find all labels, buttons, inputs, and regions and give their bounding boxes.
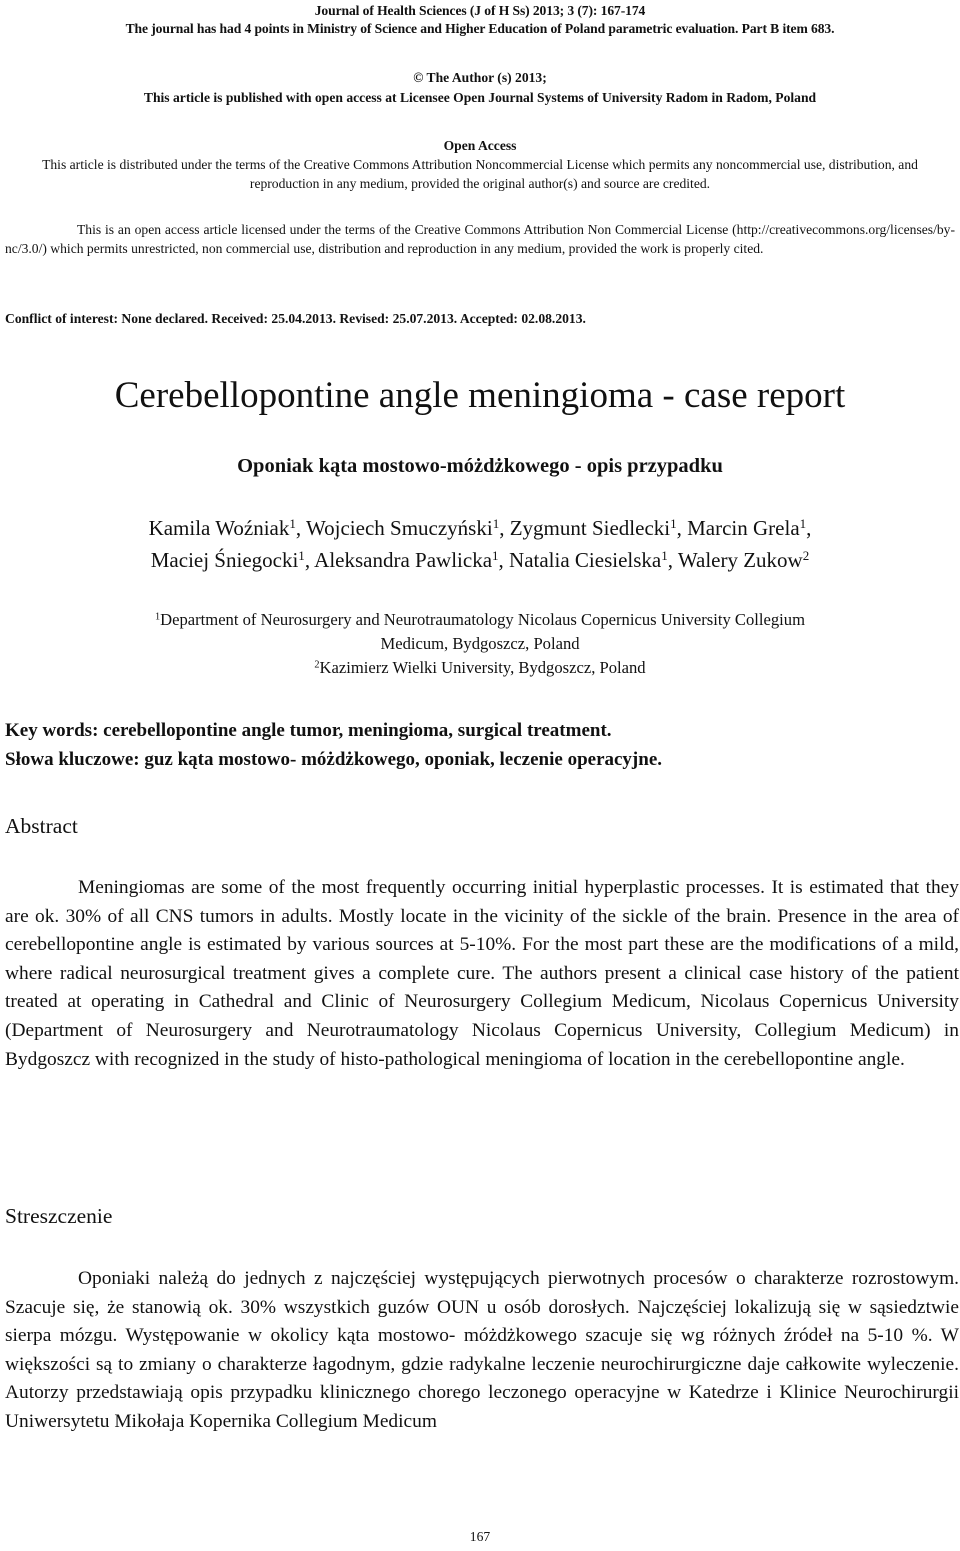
streszczenie-heading: Streszczenie (5, 1204, 113, 1228)
copyright-block (0, 68, 960, 108)
abstract-paragraph (5, 874, 959, 1074)
author-name: Wojciech Smuczyński (306, 516, 493, 540)
abstract-heading: Abstract (5, 814, 78, 838)
author-affiliation-mark: 2 (802, 547, 810, 563)
open-access-heading: Open Access (443, 138, 517, 153)
article-title: Cerebellopontine angle meningioma - case report (114, 375, 846, 416)
author-affiliation-mark: 1 (492, 515, 500, 531)
author-name: Marcin Grela (687, 516, 800, 540)
license-paragraph (5, 220, 955, 258)
author-name: Aleksandra Pawlicka (314, 548, 493, 572)
open-access-block (0, 136, 960, 193)
open-access-text: This article is distributed under the terms of the Creative Commons Attribution Noncommercial License which permits any noncommercial use, distribution, and reproduction in any medium, provided the original author(s) and source are credited. (42, 157, 918, 191)
author-affiliation-mark: 1 (670, 515, 677, 531)
publisher-line: This article is published with open access at Licensee Open Journal Systems of University Radom in Radom, Poland (143, 90, 817, 105)
keywords-english: Key words: cerebellopontine angle tumor, meningioma, surgical treatment. (5, 720, 612, 741)
author-name: Natalia Ciesielska (509, 548, 662, 572)
abstract-text: Meningiomas are some of the most frequently occurring initial hyperplastic processes. It is estimated that they are ok. 30% of all CNS tumors in adults. Mostly locate in the vicinity of the sickle of the brain. Presence in the area of cerebellopontine angle is estimated by various sources at 5-10%. For the most part these are the modifications of a mild, where radical neurosurgical treatment gives a complete cure. The authors present a clinical case history of the patient treated at operating in Cathedral and Clinic of Neurosurgery Collegium Medicum, Nicolaus Copernicus University (Department of Neurosurgery and Neurotraumatology Nicolaus Copernicus University, Collegium Medicum) in Bydgoszcz with recognized in the study of histo-pathological meningioma of location in the cerebellopontine angle. (5, 877, 959, 1070)
author-name: Maciej Śniegocki (150, 548, 299, 572)
affiliation-1-cont: Medicum, Bydgoszcz, Poland (380, 634, 580, 653)
author-name: Walery Zukow (677, 548, 803, 572)
journal-citation: Journal of Health Sciences (J of H Ss) 2013; 3 (7): 167-174 (314, 3, 646, 18)
keywords-polish: Słowa kluczowe: guz kąta mostowo- móżdżkowego, oponiak, leczenie operacyjne. (5, 749, 663, 770)
author-affiliation-mark: 1 (799, 515, 807, 531)
author-list: Kamila Woźniak$^1$, Wojciech Smuczyński$^1$, Zygmunt Siedlecki$^1$, Marcin Grela$^1$, Maciej Śniegocki$^1$, Aleksandra Pawlicka$^1$, Natalia Ciesielska$^1$, Walery Zukow$^2$ (148, 515, 812, 572)
author-affiliation-mark: 1 (289, 515, 296, 531)
affiliation-number: 2 (314, 659, 320, 671)
streszczenie-text: Oponiaki należą do jednych z najczęściej występujących pierwotnych procesów o charakterze rozrostowym. Szacuje się, że stanowią ok. 30% wszystkich guzów OUN u osób dorosłych. Najczęściej lokalizują się w sąsiedztwie sierpa mózgu. Występowanie w okolicy kąta mostowo- móżdżkowego szacuje się wg różnych źródeł na 5-10 %. W większości są to zmiany o charakterze łagodnym, gdzie radykalne leczenie neurochirurgiczne daje całkowite wyleczenie. Autorzy przedstawiają opis przypadku klinicznego chorego leczonego operacyjne w Katedrze i Klinice Neurochirurgii Uniwersytetu Mikołaja Kopernika Collegium Medicum (5, 1268, 959, 1432)
affiliations (0, 608, 960, 680)
author-name: Zygmunt Siedlecki (509, 516, 671, 540)
journal-evaluation-note: The journal has had 4 points in Ministry of Science and Higher Education of Poland parametric evaluation. Part B item 683. (125, 21, 835, 36)
affiliation-number: 1 (155, 611, 161, 623)
article-subtitle: Oponiak kąta mostowo-móżdżkowego - opis przypadku (237, 455, 723, 477)
author-affiliation-mark: 1 (661, 547, 668, 563)
copyright-line: © The Author (s) 2013; (413, 70, 547, 85)
conflict-dates-line: Conflict of interest: None declared. Received: 25.04.2013. Revised: 25.07.2013. Accepted: 02.08.2013. (5, 311, 586, 326)
affiliation-2: Kazimierz Wielki University, Bydgoszcz, Poland (319, 658, 646, 677)
streszczenie-paragraph (5, 1265, 959, 1437)
author-name: Kamila Woźniak (148, 516, 290, 540)
affiliation-1: Department of Neurosurgery and Neurotraumatology Nicolaus Copernicus University Collegium (160, 610, 805, 629)
author-affiliation-mark: 1 (492, 547, 499, 563)
license-text: This is an open access article licensed under the terms of the Creative Commons Attribution Non Commercial License (http://creativecommons.org/licenses/by-nc/3.0/) which permits unrestricted, non commercial use, distribution and reproduction in any medium, provided the work is properly cited. (5, 222, 955, 256)
page-number: 167 (469, 1529, 491, 1544)
journal-header (0, 2, 960, 38)
author-affiliation-mark: 1 (298, 547, 305, 563)
keywords-block (5, 716, 955, 774)
